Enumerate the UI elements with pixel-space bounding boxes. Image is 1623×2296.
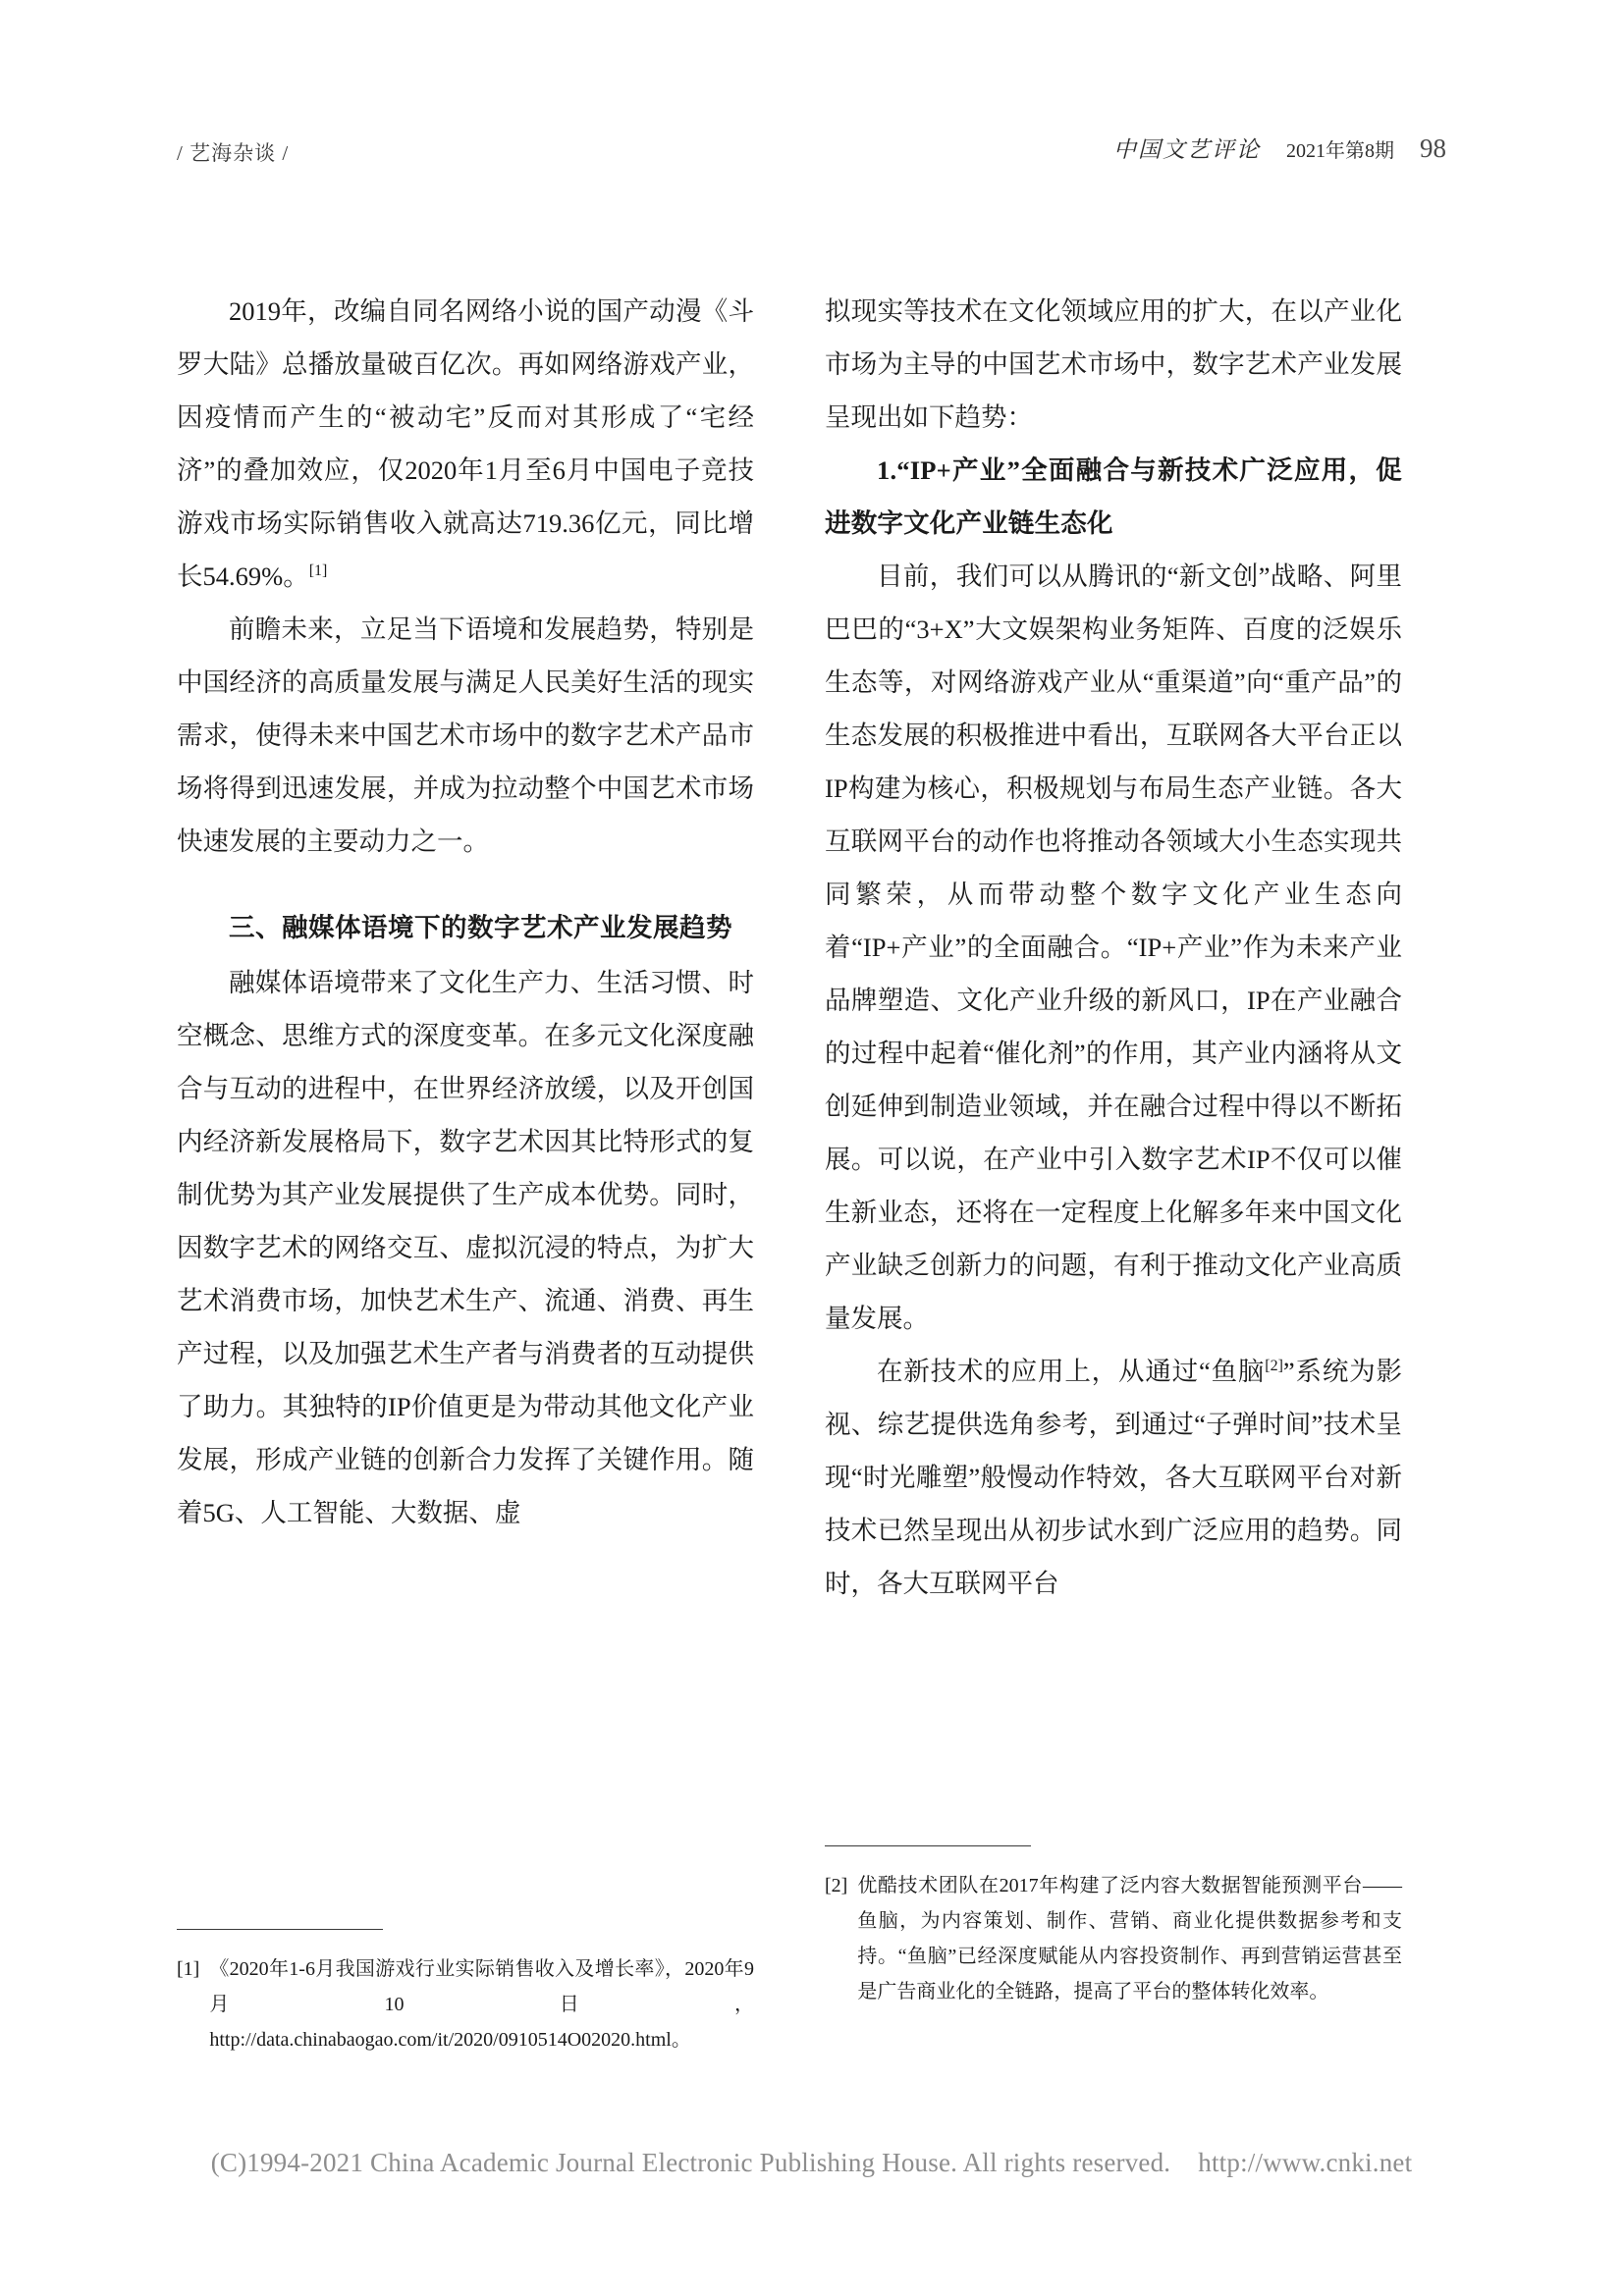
footnote-text: 《2020年1-6月我国游戏行业实际销售收入及增长率》，2020年9月10日，http://data.chinabaogao.com/it/2020/0910514O02020.html。 (209, 1958, 754, 2051)
footnote-text: 优酷技术团队在2017年构建了泛内容大数据智能预测平台——鱼脑，为内容策划、制作、营销、商业化提供数据参考和支持。“鱼脑”已经深度赋能从内容投资制作、再到营销运营甚至是广告商业化的全链路，提高了平台的整体转化效率。 (857, 1875, 1402, 2002)
header-meta (1113, 132, 1446, 164)
right-column (825, 285, 1402, 1610)
paragraph-text-a: 在新技术的应用上，从通过“鱼脑 (877, 1357, 1266, 1386)
footnote-block-left (177, 1929, 754, 2057)
section-heading: 三、融媒体语境下的数字艺术产业发展趋势 (229, 913, 732, 942)
footnote-ref-1[interactable]: [1] (308, 562, 328, 580)
footnote-item (177, 1951, 754, 2057)
header-category: / 艺海杂谈 / (177, 141, 290, 165)
footnote-block-right (825, 1845, 1402, 2009)
footnote-item (825, 1868, 1402, 2009)
footnote-marker: [1] (177, 1958, 200, 1980)
footnote-divider (177, 1929, 383, 1930)
cnki-url: http://www.cnki.net (1198, 2148, 1413, 2177)
paragraph: 融媒体语境带来了文化生产力、生活习惯、时空概念、思维方式的深度变革。在多元文化深度融合与互动的进程中，在世界经济放缓，以及开创国内经济新发展格局下，数字艺术因其比特形式的复制优势为其产业发展提供了生产成本优势。同时，因数字艺术的网络交互、虚拟沉浸的特点，为扩大艺术消费市场，加快艺术生产、流通、消费、再生产过程，以及加强艺术生产者与消费者的互动提供了助力。其独特的IP价值更是为带动其他文化产业发展，形成产业链的创新合力发挥了关键作用。随着5G、人工智能、大数据、虚 (177, 968, 754, 1527)
journal-title: 中国文艺评论 (1113, 137, 1261, 162)
paragraph: 前瞻未来，立足当下语境和发展趋势，特别是中国经济的高质量发展与满足人民美好生活的现实需求，使得未来中国艺术市场中的数字艺术产品市场将得到迅速发展，并成为拉动整个中国艺术市场快速发展的主要动力之一。 (177, 614, 754, 856)
paragraph (825, 1345, 1402, 1610)
footnote-divider (825, 1845, 1031, 1846)
copyright-footer (0, 2148, 1623, 2178)
page-header (177, 133, 1446, 177)
paragraph-text-b: ”系统为影视、综艺提供选角参考，到通过“子弹时间”技术呈现“时光雕塑”般慢动作特效，各大互联网平台对新技术已然呈现出从初步试水到广泛应用的趋势。同时，各大互联网平台 (825, 1357, 1402, 1598)
journal-issue: 2021年第8期 (1286, 140, 1394, 162)
page-number: 98 (1420, 133, 1446, 163)
paragraph (177, 285, 754, 603)
left-column (177, 285, 754, 1539)
subsection-heading: 1.“IP+产业”全面融合与新技术广泛应用，促进数字文化产业链生态化 (825, 455, 1402, 538)
footnote-marker: [2] (825, 1875, 848, 1896)
paragraph-text: 2019年，改编自同名网络小说的国产动漫《斗罗大陆》总播放量破百亿次。再如网络游戏产业，因疫情而产生的“被动宅”反而对其形成了“宅经济”的叠加效应，仅2020年1月至6月中国电子竞技游戏市场实际销售收入就高达719.36亿元，同比增长54.69%。 (177, 296, 754, 591)
paragraph: 拟现实等技术在文化领域应用的扩大，在以产业化市场为主导的中国艺术市场中，数字艺术产业发展呈现出如下趋势： (825, 296, 1402, 432)
footnote-ref-2[interactable]: [2] (1265, 1358, 1283, 1375)
paragraph: 目前，我们可以从腾讯的“新文创”战略、阿里巴巴的“3+X”大文娱架构业务矩阵、百度的泛娱乐生态等，对网络游戏产业从“重渠道”向“重产品”的生态发展的积极推进中看出，互联网各大平台正以IP构建为核心，积极规划与布局生态产业链。各大互联网平台的动作也将推动各领域大小生态实现共同繁荣，从而带动整个数字文化产业生态向着“IP+产业”的全面融合。“IP+产业”作为未来产业品牌塑造、文化产业升级的新风口，IP在产业融合的过程中起着“催化剂”的作用，其产业内涵将从文创延伸到制造业领域，并在融合过程中得以不断拓展。可以说，在产业中引入数字艺术IP不仅可以催生新业态，还将在一定程度上化解多年来中国文化产业缺乏创新力的问题，有利于推动文化产业高质量发展。 (825, 561, 1402, 1333)
copyright-text: (C)1994-2021 China Academic Journal Electronic Publishing House. All rights reserved. (210, 2148, 1171, 2177)
